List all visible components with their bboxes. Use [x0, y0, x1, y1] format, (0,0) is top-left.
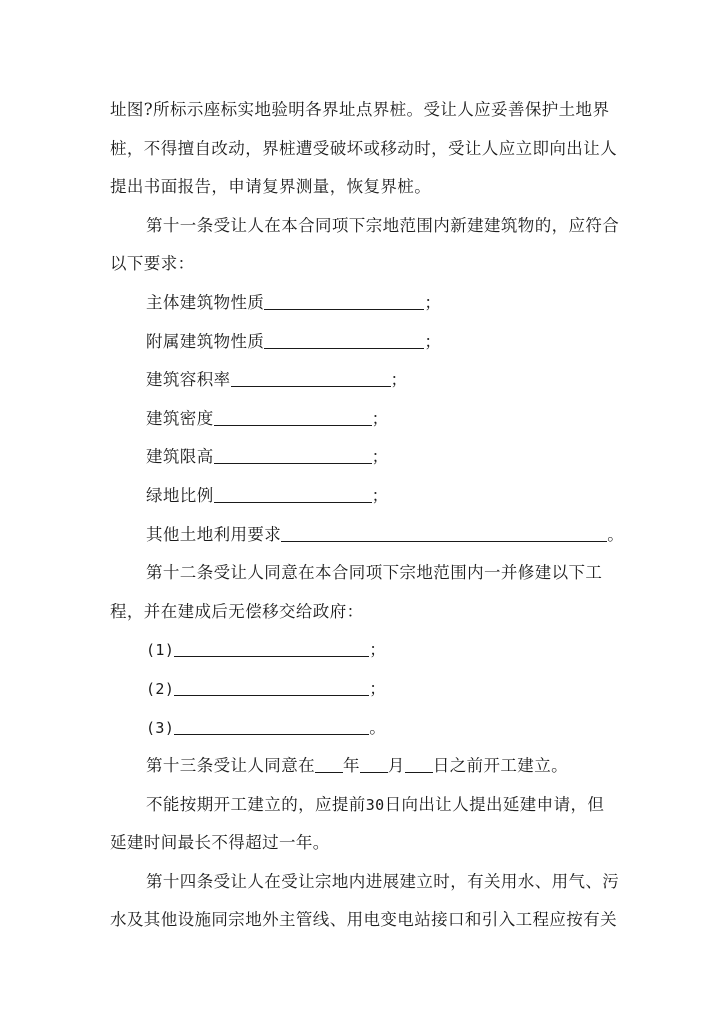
text-line: 址图?所标示座标实地验明各界址点界桩。受让人应妥善保护土地界: [110, 100, 610, 119]
fill-blank: [264, 287, 424, 310]
project-number: (1): [146, 641, 175, 660]
requirement-label: 建筑容积率: [146, 370, 231, 390]
project-item: (1) ；: [110, 632, 615, 667]
requirement-height-limit: 建筑限高 ；: [110, 439, 615, 474]
requirement-plot-ratio: 建筑容积率 ；: [110, 362, 615, 397]
project-number: (3): [146, 718, 175, 737]
requirement-label: 主体建筑物性质: [146, 292, 265, 312]
day-blank: [405, 750, 433, 773]
requirement-green-ratio: 绿地比例 ；: [110, 478, 615, 513]
text-line: 桩，不得擅自改动，界桩遭受破坏或移动时，受让人应立即向出让人: [110, 138, 617, 158]
requirement-density: 建筑密度 ；: [110, 401, 615, 436]
article-11-heading: 第十一条受让人在本合同项下宗地范围内新建建筑物的，应符合: [146, 215, 620, 235]
text-line: 延建时间最长不得超过一年。: [110, 833, 330, 853]
article-14-heading: 第十四条受让人在受让宗地内进展建立时，有关用水、用气、污: [146, 871, 620, 891]
requirement-label: 附属建筑物性质: [146, 331, 265, 351]
requirement-label: 建筑限高: [146, 447, 214, 467]
month-blank: [360, 750, 388, 773]
fill-blank: [231, 364, 391, 387]
text-line: 以下要求：: [110, 254, 195, 274]
text-line: 水及其他设施同宗地外主管线、用电变电站接口和引入工程应按有关: [110, 910, 617, 930]
fill-blank: [214, 480, 372, 503]
fill-blank: [214, 441, 372, 464]
requirement-other: 其他土地利用要求 。: [110, 517, 615, 552]
requirement-ancillary-building: 附属建筑物性质 ；: [110, 324, 615, 359]
fill-blank: [281, 519, 607, 542]
fill-blank: [264, 326, 424, 349]
year-blank: [315, 750, 343, 773]
document-page: [110, 92, 625, 941]
delay-days: 30: [365, 795, 385, 814]
text-line: 程，并在建成后无偿移交给政府：: [110, 601, 364, 621]
requirement-label: 其他土地利用要求: [146, 524, 282, 544]
article-13: 第十三条受让人同意在 年 月 日之前开工建立。: [110, 748, 615, 783]
project-item: (2) ；: [110, 671, 615, 706]
fill-blank: [174, 673, 369, 696]
fill-blank: [214, 403, 372, 426]
text-line: 提出书面报告，申请复界测量，恢复界桩。: [110, 177, 432, 197]
fill-blank: [174, 634, 369, 657]
project-number: (2): [146, 679, 175, 698]
requirement-main-building: 主体建筑物性质 ；: [110, 285, 615, 320]
requirement-label: 绿地比例: [146, 485, 214, 505]
article-12-heading: 第十二条受让人同意在本合同项下宗地范围内一并修建以下工: [146, 563, 603, 583]
delay-clause: 不能按期开工建立的，应提前30日向出让人提出延建申请，但: [146, 794, 605, 814]
fill-blank: [174, 712, 369, 735]
project-item: (3) 。: [110, 710, 615, 745]
requirement-label: 建筑密度: [146, 408, 214, 428]
